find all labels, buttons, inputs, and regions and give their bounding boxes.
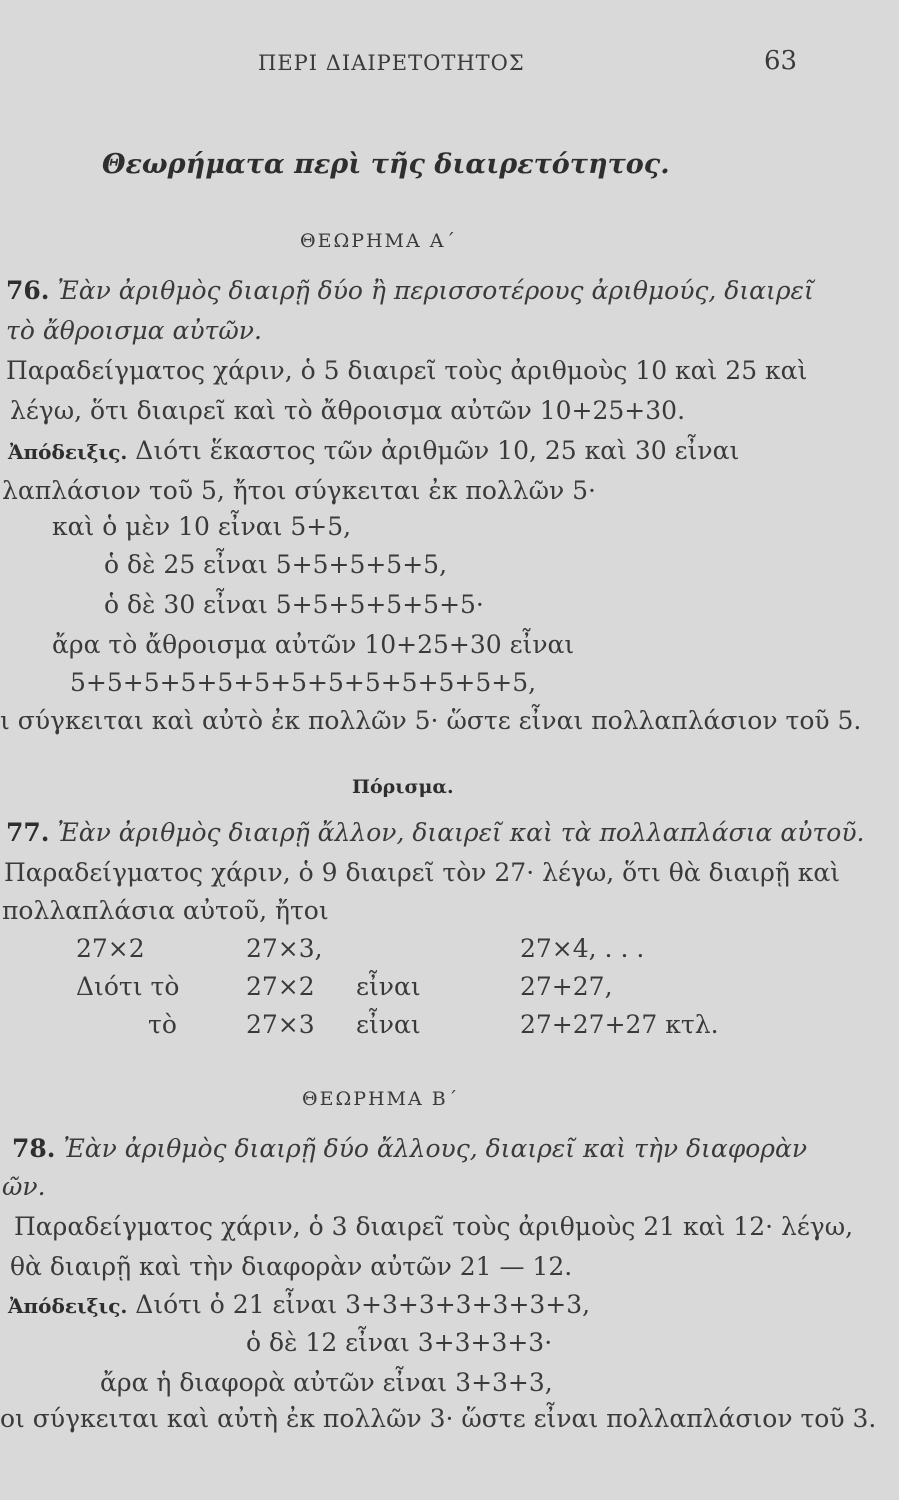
theorem-b-statement-1: [12, 1134, 807, 1164]
corollary-example-1: Παραδείγματος χάριν, ὁ 9 διαιρεῖ τὸν 27· λέγω, ὅτι θὰ διαιρῇ καὶ: [4, 858, 841, 887]
row-1-value: 27+27,: [520, 972, 613, 1001]
theorem-b-proof-4: οι σύγκειται καὶ αὐτὴ ἐκ πολλῶν 3· ὥστε εἶναι πολλαπλάσιον τοῦ 3.: [0, 1404, 877, 1433]
theorem-a-proof-5: ὁ δὲ 30 εἶναι 5+5+5+5+5+5·: [104, 590, 484, 619]
theorem-a-proof-2: λαπλάσιον τοῦ 5, ἤτοι σύγκειται ἐκ πολλῶν 5·: [2, 476, 596, 505]
theorem-a-proof-7: 5+5+5+5+5+5+5+5+5+5+5+5+5,: [70, 668, 537, 697]
theorem-b-proof-2: ὁ δὲ 12 εἶναι 3+3+3+3·: [246, 1328, 553, 1357]
row-1-verb: εἶναι: [356, 972, 421, 1001]
paragraph-number: 78.: [12, 1134, 56, 1163]
theorem-b-proof-3: ἄρα ἡ διαφορὰ αὐτῶν εἶναι 3+3+3,: [100, 1368, 553, 1397]
theorem-b-statement-text: Ἐὰν ἀριθμὸς διαιρῇ δύο ἄλλους, διαιρεῖ καὶ τὴν διαφορὰν: [63, 1134, 808, 1163]
proof-text: Διότι ἕκαστος τῶν ἀριθμῶν 10, 25 καὶ 30 εἶναι: [135, 436, 740, 465]
proof-text: Διότι ὁ 21 εἶναι 3+3+3+3+3+3+3,: [135, 1290, 591, 1319]
theorem-a-example-1: Παραδείγματος χάριν, ὁ 5 διαιρεῖ τοὺς ἀριθμοὺς 10 καὶ 25 καὶ: [6, 356, 808, 385]
theorem-b-proof-1: [8, 1290, 590, 1321]
row-2-expr: 27×3: [246, 1010, 315, 1039]
theorem-b-example-1: Παραδείγματος χάριν, ὁ 3 διαιρεῖ τοὺς ἀριθμοὺς 21 καὶ 12· λέγω,: [14, 1212, 854, 1241]
section-title: Θεωρήματα περὶ τῆς διαιρετότητος.: [102, 149, 670, 180]
theorem-a-proof-4: ὁ δὲ 25 εἶναι 5+5+5+5+5,: [104, 550, 448, 579]
corollary-example-2: πολλαπλάσια αὐτοῦ, ἤτοι: [2, 896, 329, 925]
corollary-statement-text: Ἐὰν ἀριθμὸς διαιρῇ ἄλλον, διαιρεῖ καὶ τὰ πολλαπλάσια αὐτοῦ.: [57, 818, 865, 847]
theorem-a-proof-1: [8, 436, 739, 467]
theorem-a-statement-1: [6, 276, 814, 306]
paragraph-number: 77.: [6, 818, 50, 847]
theorem-b-heading: ΘΕΩΡΗΜΑ Β΄: [302, 1088, 460, 1110]
corollary-heading: Πόρισμα.: [352, 776, 454, 798]
theorem-a-proof-8: ι σύγκειται καὶ αὐτὸ ἐκ πολλῶν 5· ὥστε εἶναι πολλαπλάσιον τοῦ 5.: [0, 706, 862, 735]
theorem-a-proof-6: ἄρα τὸ ἄθροισμα αὐτῶν 10+25+30 εἶναι: [52, 630, 575, 659]
row-2-value: 27+27+27 κτλ.: [520, 1010, 719, 1039]
theorem-a-heading: ΘΕΩΡΗΜΑ Α΄: [300, 230, 457, 252]
theorem-b-example-2: θὰ διαιρῇ καὶ τὴν διαφορὰν αὐτῶν 21 — 12.: [10, 1252, 573, 1281]
multiple-2: 27×3,: [246, 934, 323, 963]
row-1-expr: 27×2: [246, 972, 315, 1001]
corollary-statement: [6, 818, 864, 848]
running-header: ΠΕΡΙ ΔΙΑΙΡΕΤΟΤΗΤΟΣ: [258, 51, 525, 75]
proof-label: Ἀπόδειξις.: [8, 1294, 128, 1318]
multiple-1: 27×2: [76, 934, 145, 963]
paragraph-number: 76.: [6, 276, 50, 305]
page-number: 63: [764, 46, 798, 76]
theorem-a-statement-2: τὸ ἄθροισμα αὐτῶν.: [6, 316, 262, 345]
theorem-a-proof-3: καὶ ὁ μὲν 10 εἶναι 5+5,: [52, 512, 352, 541]
row-1-label: Διότι τὸ: [76, 972, 180, 1001]
proof-label: Ἀπόδειξις.: [8, 440, 128, 464]
theorem-a-statement-text: Ἐὰν ἀριθμὸς διαιρῇ δύο ἢ περισσοτέρους ἀριθμούς, διαιρεῖ: [57, 276, 814, 305]
multiple-3: 27×4, . . .: [520, 934, 645, 963]
theorem-b-statement-2: ῶν.: [2, 1172, 46, 1201]
row-2-label: τὸ: [148, 1010, 177, 1039]
row-2-verb: εἶναι: [356, 1010, 421, 1039]
theorem-a-example-2: λέγω, ὅτι διαιρεῖ καὶ τὸ ἄθροισμα αὐτῶν 10+25+30.: [10, 396, 686, 425]
